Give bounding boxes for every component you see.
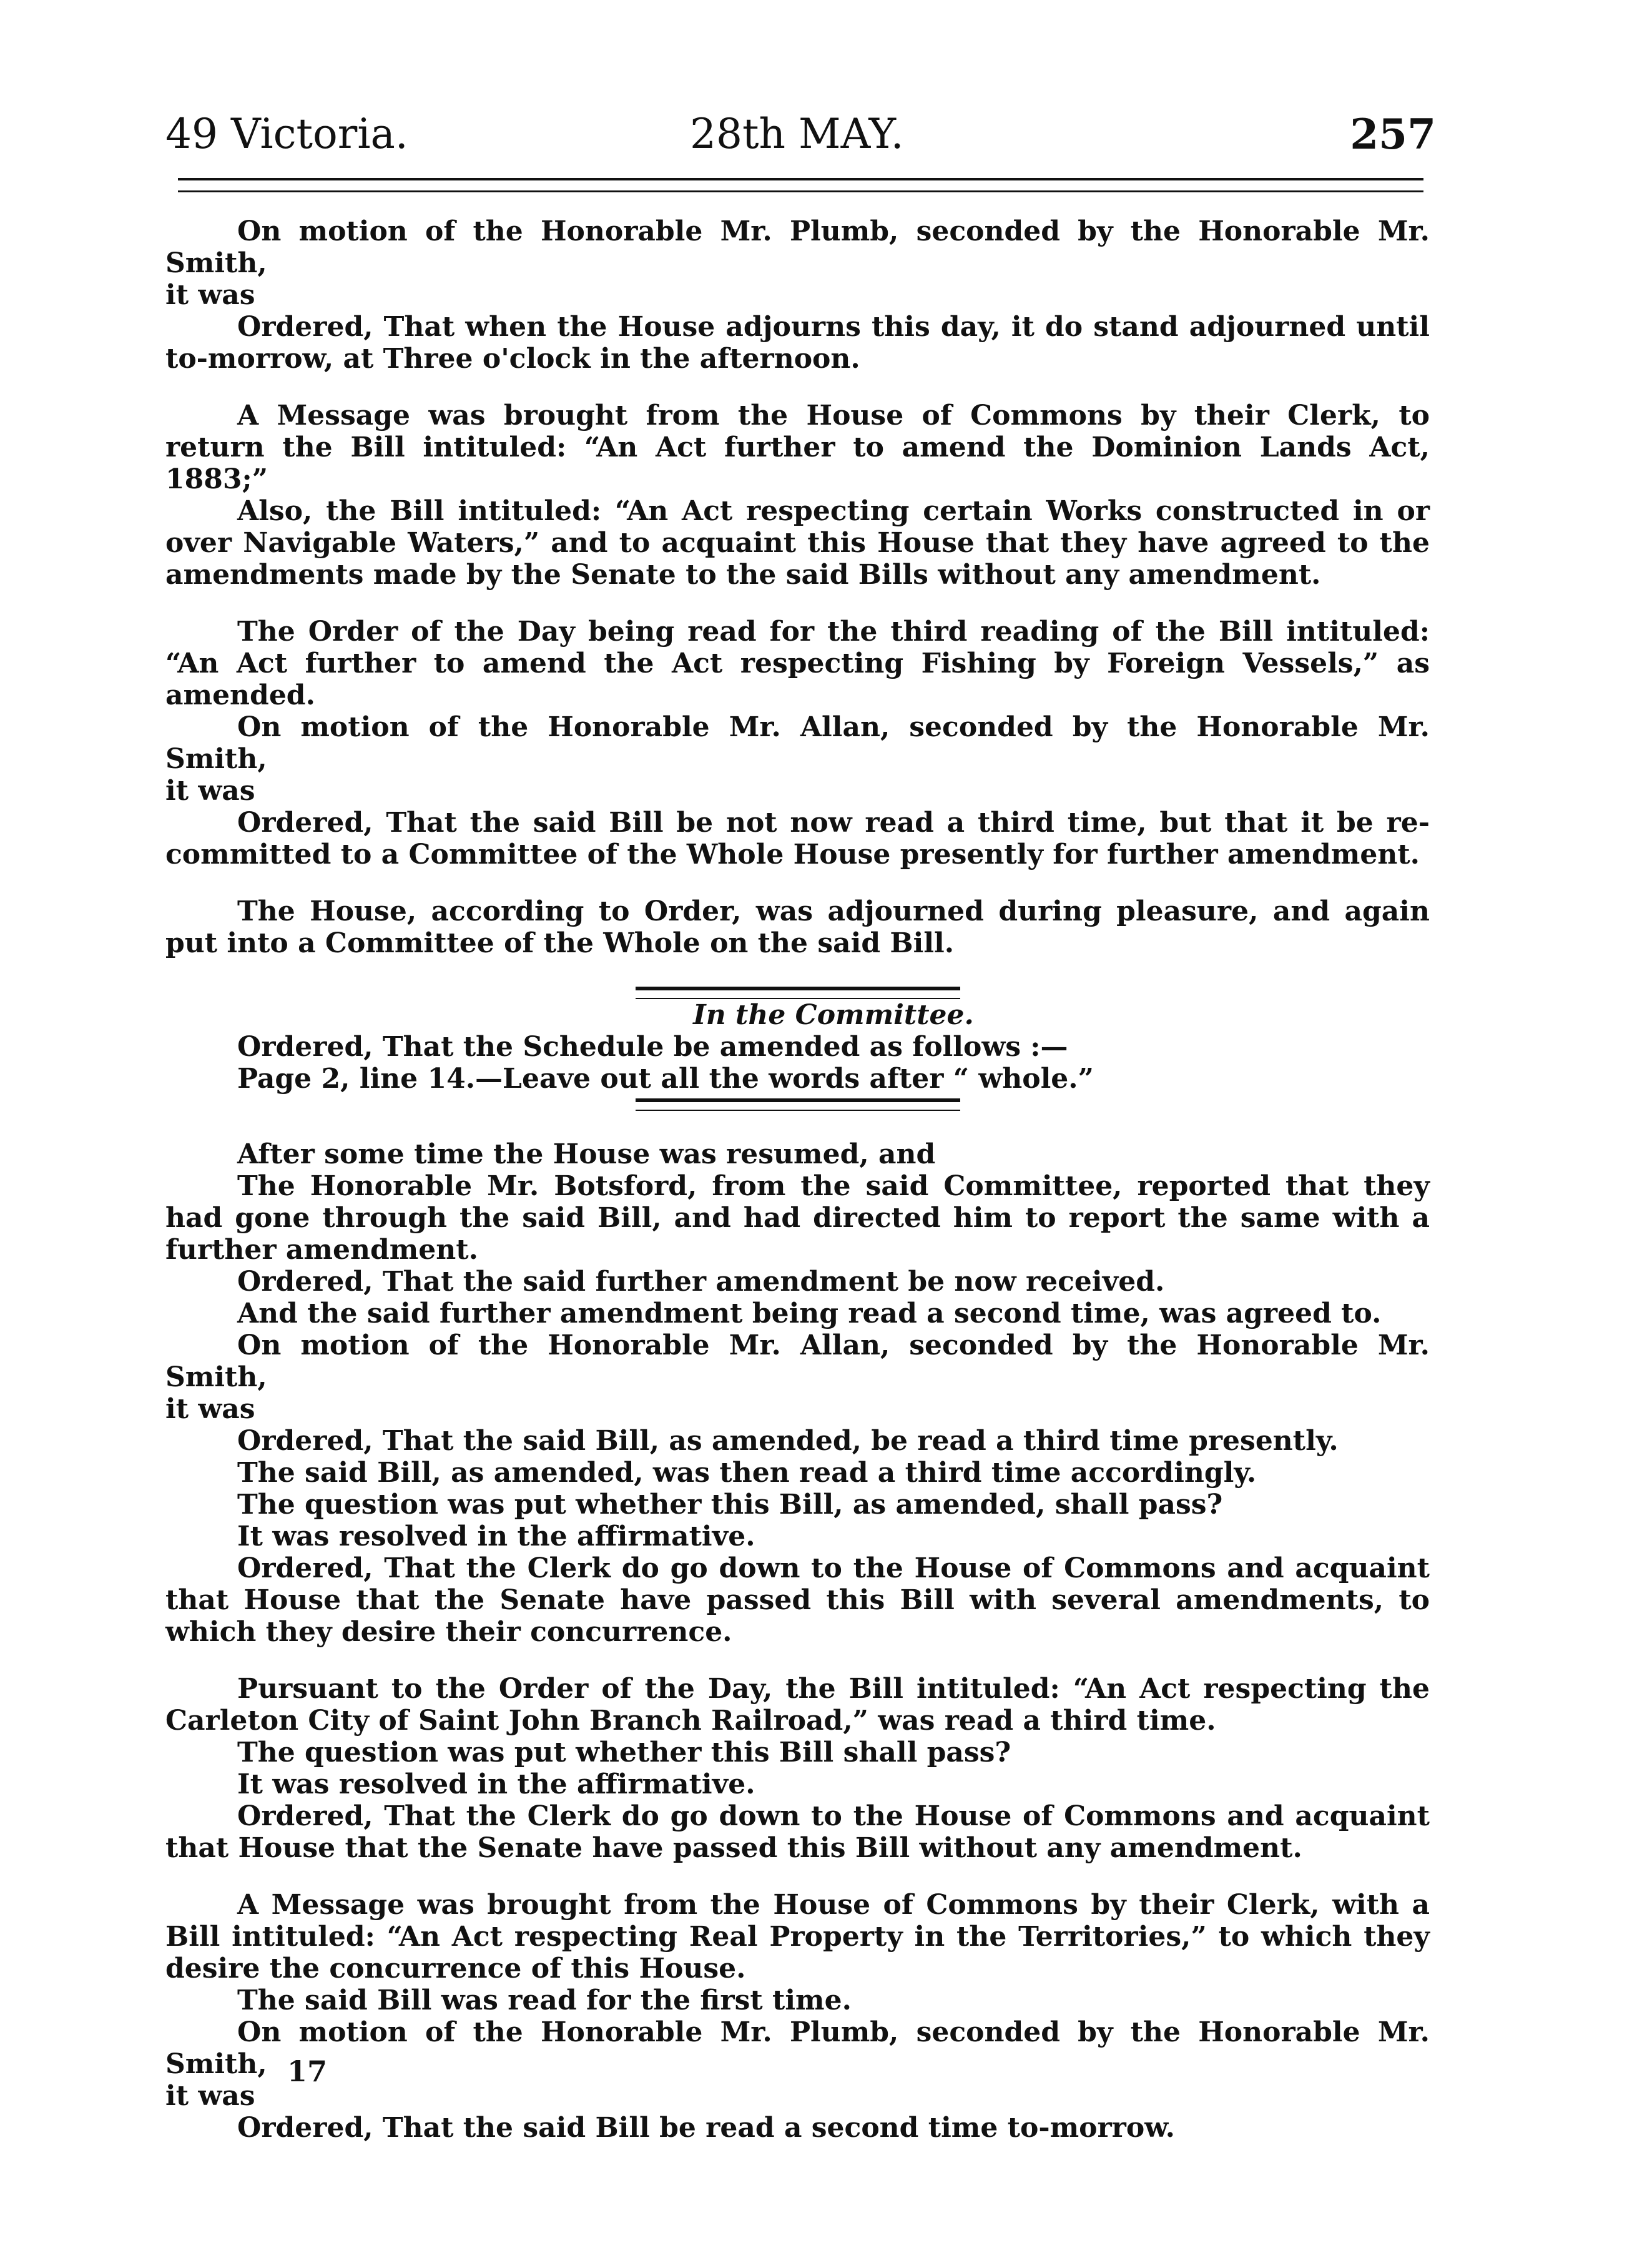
section-divider: [636, 987, 960, 999]
committee-heading: In the Committee.: [693, 999, 974, 1031]
signature-mark: 17: [287, 2054, 328, 2088]
paragraph: The said Bill was read for the first time.: [237, 1984, 852, 2016]
paragraph: The question was put whether this Bill, as amended, shall pass?: [237, 1489, 1223, 1521]
paragraph: It was resolved in the affirmative.: [237, 1768, 755, 1800]
paragraph: Ordered, That the Clerk do go down to the House of Commons and acquaint that House that the Senate have passed this Bill without any amendment.: [165, 1800, 1430, 1864]
paragraph: Ordered, That when the House adjourns this day, it do stand adjourned until to-morrow, at Three o'clock in the afternoon.: [165, 311, 1430, 375]
paragraph: it was: [165, 775, 255, 807]
header-page-number: 257: [1350, 110, 1436, 159]
paragraph: The Honorable Mr. Botsford, from the said Committee, reported that they had gone through the said Bill, and had directed him to report the same with a further amendment.: [165, 1170, 1430, 1266]
spacer: [165, 870, 1430, 895]
running-header: [165, 103, 1436, 165]
paragraph: Ordered, That the said Bill, as amended, be read a third time presently.: [237, 1425, 1339, 1457]
paragraph: The question was put whether this Bill shall pass?: [237, 1737, 1011, 1768]
paragraph: And the said further amendment being read a second time, was agreed to.: [237, 1298, 1382, 1329]
paragraph: On motion of the Honorable Mr. Allan, seconded by the Honorable Mr. Smith,: [165, 711, 1430, 775]
header-regnal-year: 49 Victoria.: [165, 110, 408, 158]
paragraph: A Message was brought from the House of Commons by their Clerk, to return the Bill intituled: “An Act further to amend the Dominion Lands Act, 1883;”: [165, 400, 1430, 495]
paragraph: On motion of the Honorable Mr. Plumb, seconded by the Honorable Mr. Smith,: [165, 2016, 1430, 2080]
paragraph: The said Bill, as amended, was then read a third time accordingly.: [237, 1457, 1257, 1489]
spacer: [165, 1648, 1430, 1673]
paragraph: Ordered, That the Clerk do go down to the House of Commons and acquaint that House that the Senate have passed this Bill with several amendments, to which they desire their concurrence.: [165, 1552, 1430, 1648]
paragraph: it was: [165, 1393, 255, 1425]
header-date: 28th MAY.: [690, 110, 904, 158]
paragraph: It was resolved in the affirmative.: [237, 1521, 755, 1552]
spacer: [165, 1864, 1430, 1889]
paragraph: On motion of the Honorable Mr. Allan, seconded by the Honorable Mr. Smith,: [165, 1329, 1430, 1393]
paragraph: A Message was brought from the House of Commons by their Clerk, with a Bill intituled: “An Act respecting Real Property in the Territories,” to which they desire the concurrence of this House.: [165, 1889, 1430, 1984]
header-double-rule: [178, 178, 1423, 192]
paragraph: The House, according to Order, was adjourned during pleasure, and again put into a Committee of the Whole on the said Bill.: [165, 895, 1430, 959]
paragraph: Also, the Bill intituled: “An Act respecting certain Works constructed in or over Navigable Waters,” and to acquaint this House that they have agreed to the amendments made by the Senate to the said Bills without any amendment.: [165, 495, 1430, 591]
paragraph: Ordered, That the said Bill be not now read a third time, but that it be re-committed to a Committee of the Whole House presently for further amendment.: [165, 807, 1430, 870]
paragraph: On motion of the Honorable Mr. Plumb, seconded by the Honorable Mr. Smith,: [165, 215, 1430, 279]
spacer: [165, 591, 1430, 616]
paragraph: Ordered, That the said further amendment be now received.: [237, 1266, 1165, 1298]
paragraph: it was: [165, 279, 255, 311]
paragraph: Pursuant to the Order of the Day, the Bill intituled: “An Act respecting the Carleton City of Saint John Branch Railroad,” was read a third time.: [165, 1673, 1430, 1737]
paragraph: Ordered, That the Schedule be amended as follows :—: [237, 1031, 1068, 1063]
spacer: [165, 375, 1430, 400]
paragraph: After some time the House was resumed, and: [237, 1138, 936, 1170]
section-divider: [636, 1098, 960, 1111]
paragraph: The Order of the Day being read for the third reading of the Bill intituled: “An Act further to amend the Act respecting Fishing by Foreign Vessels,” as amended.: [165, 616, 1430, 711]
paragraph: Page 2, line 14.—Leave out all the words after “ whole.”: [237, 1063, 1094, 1095]
journal-body: [165, 215, 1430, 2144]
paragraph: it was: [165, 2080, 255, 2112]
paragraph: Ordered, That the said Bill be read a second time to-morrow.: [237, 2112, 1175, 2144]
